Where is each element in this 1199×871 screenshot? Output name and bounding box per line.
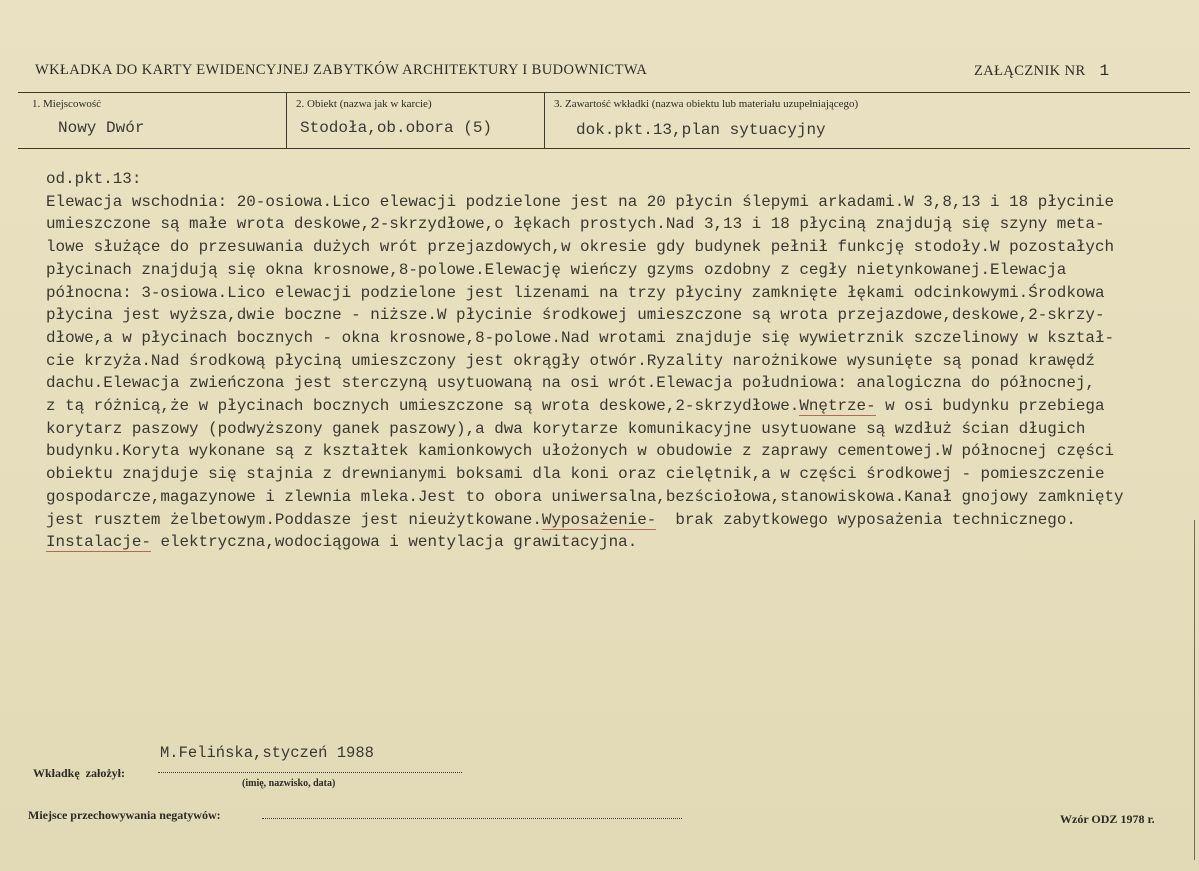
text-line: budynku.Koryta wykonane są z kształtek kamionkowych ułożonych w obudowie z zaprawy cementowej.W północnej części [46,442,1115,461]
text-line: lowe służące do przesuwania dużych wrót przejazdowych,w okresie gdy budynek pełnił funkcję stodoły.W pozostałych [46,238,1115,257]
created-by-hint: (imię, nazwisko, data) [242,778,336,789]
text-line: korytarz paszowy (podwyższony ganek paszowy),a dwa korytarze komunikacyjne usytuowane są wzdłuż ścian długich [46,419,1086,438]
contents-label: 3. Zawartość wkładki (nazwa obiektu lub materiału uzupełniającego) [554,98,859,110]
text-line: dachu.Elewacja zwieńczona jest sterczyną usytuowaną na osi wrót.Elewacja południowa: analogiczna do północnej, [46,374,1095,393]
text-segment: jest rusztem żelbetowym.Poddasze jest nieużytkowane. [46,510,542,529]
text-line: obiektu znajduje się stajnia z drewnianymi boksami dla koni oraz cielętnik,a w części środkowej - pomieszczenie [46,465,1105,484]
card-edge [1194,520,1195,860]
fields-rule [18,148,1190,149]
text-line: płycinach znajdują się okna krosnowe,8-polowe.Elewację wieńczy gzyms ozdobny z cegły nietynkowanej.Elewacja [46,260,1067,279]
locality-value: Nowy Dwór [58,119,145,137]
header-rule [18,92,1190,93]
annex-label-text: ZAŁĄCZNIK NR [974,63,1086,79]
contents-value: dok.pkt.13,plan sytuacyjny [576,121,826,139]
annex-number: 1 [1099,62,1110,80]
text-segment: z tą różnicą,że w płycinach bocznych umieszczone są wrota deskowe,2-skrzydłowe. [46,397,800,416]
text-segment: elektryczna,wodociągowa i wentylacja grawitacyjna. [150,533,638,552]
form-title: WKŁADKA DO KARTY EWIDENCYJNEJ ZABYTKÓW ARCHITEKTURY I BUDOWNICTWA [35,62,648,78]
created-by-dotted-line [158,772,462,773]
text-line: północna: 3-osiowa.Lico elewacji podzielone jest lizenami na trzy płyciny zamknięte łękami odcinkowymi.Środkowa [46,283,1105,302]
field-divider-2 [544,92,545,148]
negatives-label: Miejsce przechowywania negatywów: [28,808,221,822]
text-line: umieszczone są małe wrota deskowe,2-skrzydłowe,o łękach prostych.Nad 3,13 i 18 płyciną znajdują się szyny meta- [46,215,1105,234]
text-line [46,395,1191,418]
created-by-label: Wkładkę założył: [33,766,125,780]
text-line [46,531,1191,554]
section-heading-interior: Wnętrze- [799,397,876,416]
text-line: płycina jest wyższa,dwie boczne - niższe.W płycinie środkowej umieszczone są wrota przejazdowe,deskowe,2-skrzy- [46,306,1105,325]
negatives-dotted-line [262,818,682,819]
annex-label [974,62,1110,80]
text-line: cie krzyża.Nad środkową płyciną umieszczony jest okrągły otwór.Ryzality narożnikowe wysunięte są ponad krawędź [46,351,1095,370]
locality-label: 1. Miejscowość [32,98,102,110]
field-divider-1 [286,92,287,148]
text-line: od.pkt.13: [46,170,142,188]
text-line [46,509,1191,532]
text-line: gospodarcze,magazynowe i zlewnia mleka.Jest to obora uniwersalna,bezściołowa,stanowiskowa.Kanał gnojowy zamknięty [46,487,1124,506]
form-model: Wzór ODZ 1978 r. [1060,812,1155,826]
description-text [46,168,1191,554]
object-label: 2. Obiekt (nazwa jak w karcie) [296,98,432,110]
object-value: Stodoła,ob.obora (5) [300,119,493,137]
section-heading-equipment: Wyposażenie- [541,510,657,529]
text-line: Elewacja wschodnia: 20-osiowa.Lico elewacji podzielone jest na 20 płycin ślepymi arkadami.W 3,8,13 i 18 płycinie [46,192,1115,211]
text-segment: w osi budynku przebiega [875,397,1105,416]
text-line: dłowe,a w płycinach bocznych - okna krosnowe,8-polowe.Nad wrotami znajduje się wywietrznik szczelinowy w kształ- [46,328,1115,347]
section-heading-installations: Instalacje- [46,533,151,552]
text-segment: brak zabytkowego wyposażenia technicznego. [656,510,1076,529]
created-by-value: M.Felińska,styczeń 1988 [160,744,374,762]
